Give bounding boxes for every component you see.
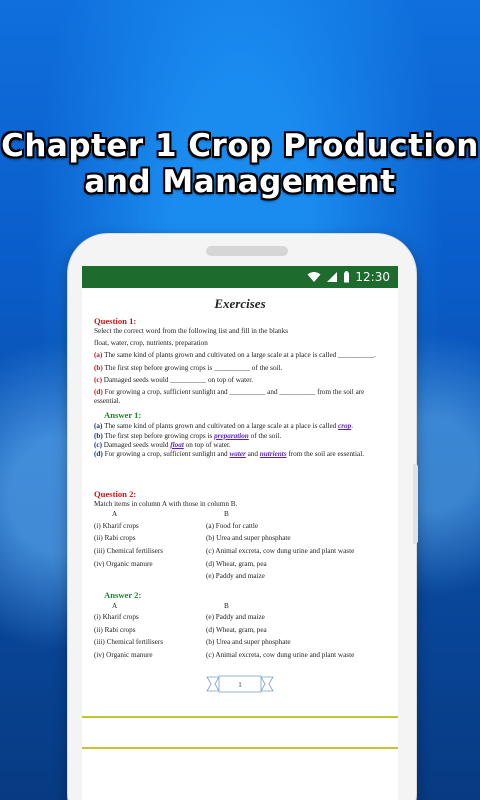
question-1-item-c: (c) Damaged seeds would __________ on top of water.	[94, 375, 254, 384]
answer-1-block	[94, 422, 386, 459]
table-cell: (b) Urea and super phosphate	[206, 534, 291, 543]
table-cell: (i) Kharif crops	[94, 612, 139, 621]
page-title: Exercises	[214, 296, 266, 311]
answer-1-item-d: (d) For growing a crop, sufficient sunlight and water and nutrients from the soil are essential.	[94, 450, 365, 459]
question-1-item-a: (a) The same kind of plants grown and cultivated on a large scale at a place is called __________.	[94, 351, 376, 360]
table-cell	[94, 572, 206, 581]
page-divider	[82, 716, 398, 718]
table-cell: (c) Animal excreta, cow dung urine and plant waste	[206, 650, 355, 659]
document-page[interactable]	[82, 288, 398, 694]
phone-speaker	[206, 246, 288, 256]
answer-2-heading: Answer 2:	[104, 589, 142, 600]
table-cell: (iv) Organic manure	[94, 650, 153, 659]
table-cell: (i) Kharif crops	[94, 521, 139, 530]
battery-icon	[343, 271, 350, 283]
table-cell: (b) Urea and super phosphate	[206, 638, 291, 647]
column-b-header: B	[224, 510, 229, 519]
phone-side-button	[413, 464, 418, 544]
question-1-instruction: Select the correct word from the following list and fill in the blanks	[94, 327, 289, 335]
question-1-item-b: (b) The first step before growing crops is __________ of the soil.	[94, 363, 283, 372]
table-cell: (a) Food for cattle	[206, 521, 259, 530]
signal-icon	[326, 271, 338, 283]
answer-1-item-a: (a) The same kind of plants grown and cultivated on a large scale at a place is called crop.	[94, 422, 354, 431]
table-cell: (e) Paddy and maize	[206, 572, 265, 581]
question-2-instruction: Match items in column A with those in column B.	[94, 500, 238, 509]
column-a-header: A	[112, 601, 118, 610]
status-time: 12:30	[355, 270, 390, 284]
table-cell: (iii) Chemical fertilisers	[94, 547, 164, 556]
table-cell: (c) Animal excreta, cow dung urine and plant waste	[206, 547, 355, 556]
status-bar	[82, 266, 398, 288]
answer-1-heading: Answer 1:	[104, 410, 142, 421]
ribbon-icon	[205, 674, 275, 694]
table-cell: (d) Wheat, gram, pea	[206, 625, 267, 634]
question-1-heading: Question 1:	[94, 316, 137, 326]
column-a-header: A	[112, 510, 118, 519]
table-cell: (ii) Rabi crops	[94, 625, 136, 634]
question-2-column-headers	[94, 510, 386, 519]
page-number: 1	[238, 681, 242, 690]
word-list: float, water, crop, nutrients, preparation	[94, 339, 208, 348]
column-b-header: B	[224, 601, 229, 610]
page-divider	[82, 747, 398, 749]
table-cell: (iv) Organic manure	[94, 559, 153, 568]
answer-2-column-headers	[94, 602, 386, 611]
headline-line-2: and Management	[84, 164, 396, 200]
answer-2-table	[94, 613, 386, 660]
question-2-table	[94, 522, 386, 582]
question-2-heading: Question 2:	[94, 489, 137, 500]
answer-1-item-b: (b) The first step before growing crops is preparation of the soil.	[94, 431, 282, 440]
page-number-ribbon	[94, 674, 386, 694]
question-1-item-d: (d) For growing a crop, sufficient sunlight and __________ and __________ from the soil are essential.	[94, 388, 365, 406]
table-cell: (iii) Chemical fertilisers	[94, 638, 164, 647]
phone-screen	[82, 266, 398, 800]
table-cell: (ii) Rabi crops	[94, 534, 136, 543]
phone-mockup	[68, 234, 416, 800]
promo-headline	[0, 128, 480, 200]
table-cell: (d) Wheat, gram, pea	[206, 559, 267, 568]
answer-1-item-c: (c) Damaged seeds would float on top of water.	[94, 440, 231, 449]
wifi-icon	[307, 271, 321, 283]
headline-line-1: Chapter 1 Crop Production	[1, 128, 479, 164]
table-cell: (e) Paddy and maize	[206, 612, 265, 621]
